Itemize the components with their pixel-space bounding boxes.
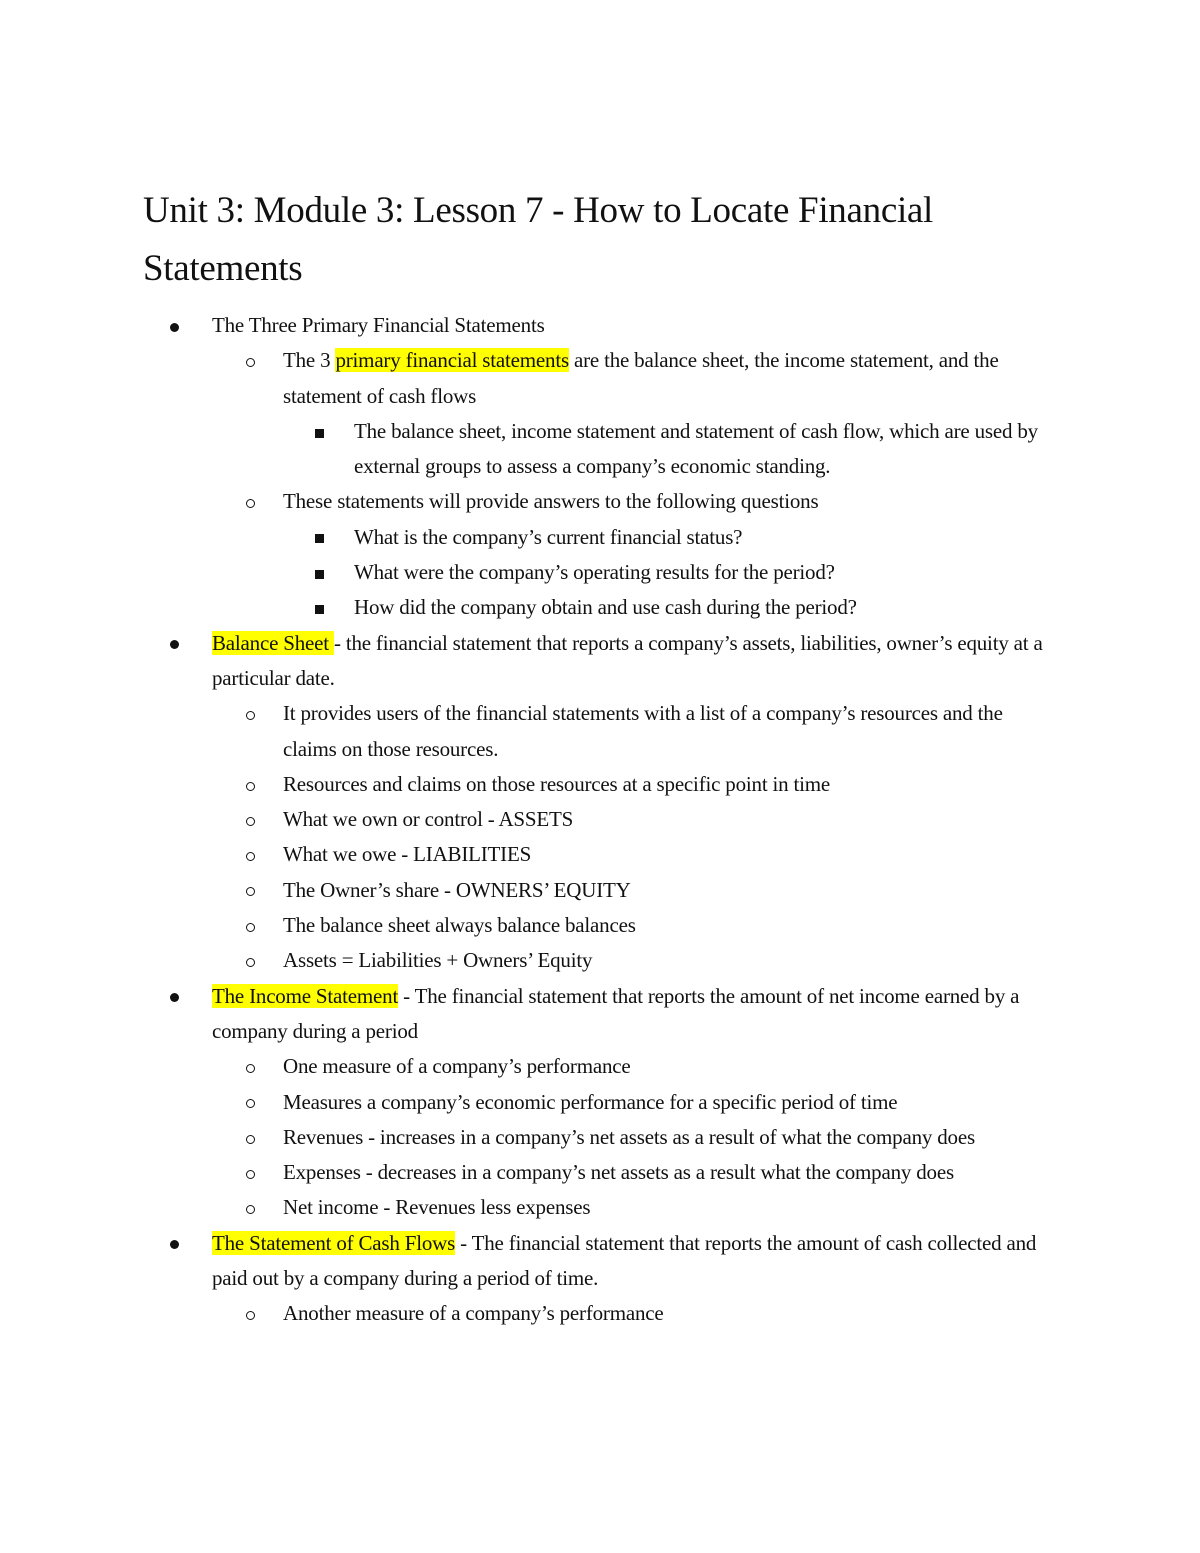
filled-circle-bullet-icon	[170, 308, 179, 343]
list-item-text: These statements will provide answers to the following questions	[283, 489, 819, 514]
list-item	[0, 626, 1052, 697]
list-item-text: How did the company obtain and use cash during the period?	[354, 595, 857, 620]
list-item	[0, 1226, 1052, 1297]
hollow-circle-bullet-icon	[246, 1085, 255, 1120]
filled-circle-bullet-icon	[170, 979, 179, 1014]
list-item	[0, 1155, 1053, 1190]
list-item-text: The 3	[283, 348, 336, 373]
list-item	[0, 1049, 1053, 1084]
list-item	[0, 343, 1053, 414]
filled-circle-bullet-icon	[170, 1226, 179, 1261]
hollow-circle-bullet-icon	[246, 1296, 255, 1331]
list-item	[0, 873, 1053, 908]
hollow-circle-bullet-icon	[246, 802, 255, 837]
hollow-circle-bullet-icon	[246, 484, 255, 519]
hollow-circle-bullet-icon	[246, 1120, 255, 1155]
list-item-text: The Three Primary Financial Statements	[212, 313, 545, 337]
list-item-text: - The financial statement that reports the amount of net income earned by a company during a period	[212, 983, 1020, 1043]
list-item-text: The Owner’s share - OWNERS’ EQUITY	[283, 877, 631, 902]
list-item-text: Assets = Liabilities + Owners’ Equity	[283, 948, 593, 973]
list-item-text: - The financial statement that reports the amount of cash collected and paid out by a company during a period of time.	[212, 1230, 1037, 1291]
list-item-text: What were the company’s operating results for the period?	[354, 560, 835, 585]
list-item	[0, 767, 1053, 802]
list-item	[0, 802, 1053, 837]
list-item-text: - the financial statement that reports a company’s assets, liabilities, owner’s equity at a particular date.	[212, 630, 1043, 690]
list-item	[0, 520, 1044, 555]
list-item	[0, 590, 1044, 625]
list-item	[0, 696, 1053, 767]
list-item-text: It provides users of the financial statements with a list of a company’s resources and the claims on those resources.	[283, 701, 1003, 761]
list-item-text: Expenses - decreases in a company’s net assets as a result what the company does	[283, 1160, 954, 1185]
list-item-text: Another measure of a company’s performance	[283, 1301, 664, 1326]
square-bullet-icon	[315, 520, 324, 555]
hollow-circle-bullet-icon	[246, 1190, 255, 1225]
hollow-circle-bullet-icon	[246, 1049, 255, 1084]
list-item	[0, 414, 1044, 485]
list-item	[0, 943, 1053, 978]
page-title: Unit 3: Module 3: Lesson 7 - How to Locate Financial Statements	[143, 190, 934, 289]
hollow-circle-bullet-icon	[246, 1155, 255, 1190]
hollow-circle-bullet-icon	[246, 696, 255, 731]
list-item	[0, 1190, 1053, 1225]
hollow-circle-bullet-icon	[246, 908, 255, 943]
square-bullet-icon	[315, 414, 324, 449]
list-item-text: Revenues - increases in a company’s net assets as a result of what the company does	[283, 1124, 975, 1149]
hollow-circle-bullet-icon	[246, 837, 255, 872]
list-item	[0, 1296, 1053, 1331]
highlighted-term: The Income Statement	[212, 983, 399, 1008]
list-item-text: What we own or control - ASSETS	[283, 807, 574, 832]
list-item-text: Net income - Revenues less expenses	[283, 1195, 591, 1220]
list-item	[0, 484, 1053, 519]
highlighted-term: primary financial statements	[335, 348, 569, 373]
list-item-text: The balance sheet always balance balances	[283, 913, 636, 938]
list-item	[0, 837, 1053, 872]
list-item	[0, 979, 1052, 1050]
list-item-text: Resources and claims on those resources at a specific point in time	[283, 771, 831, 796]
list-item-text: The balance sheet, income statement and statement of cash flow, which are used by external groups to assess a company’s economic standing.	[354, 418, 1038, 479]
list-item-text: One measure of a company’s performance	[283, 1054, 631, 1079]
highlighted-term: Balance Sheet	[212, 630, 334, 655]
list-item-text: Measures a company’s economic performance for a specific period of time	[283, 1089, 898, 1114]
hollow-circle-bullet-icon	[246, 343, 255, 378]
list-item-text: What is the company’s current financial status?	[354, 524, 743, 549]
hollow-circle-bullet-icon	[246, 767, 255, 802]
list-item-text: What we owe - LIABILITIES	[283, 842, 532, 867]
list-item	[0, 908, 1053, 943]
highlighted-term: The Statement of Cash Flows	[212, 1230, 456, 1255]
list-item	[0, 1085, 1053, 1120]
notes-list	[0, 308, 1200, 1332]
list-item-text: are the balance sheet, the income statement, and the statement of cash flows	[283, 348, 999, 408]
hollow-circle-bullet-icon	[246, 943, 255, 978]
square-bullet-icon	[315, 590, 324, 625]
filled-circle-bullet-icon	[170, 626, 179, 661]
list-item	[0, 1120, 1053, 1155]
hollow-circle-bullet-icon	[246, 873, 255, 908]
list-item	[0, 308, 1052, 343]
list-item	[0, 555, 1044, 590]
square-bullet-icon	[315, 555, 324, 590]
